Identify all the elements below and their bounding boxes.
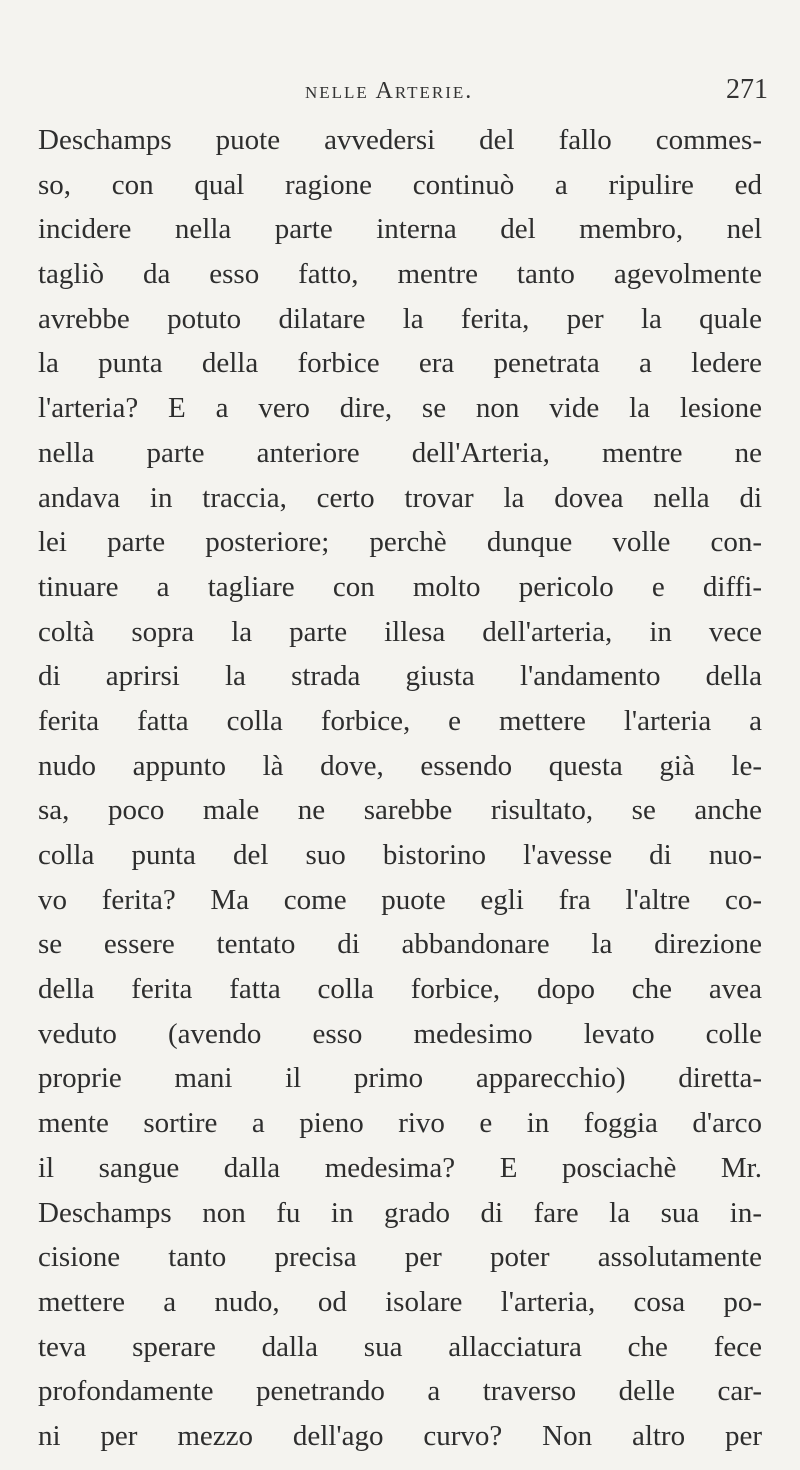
text-line: profondamente penetrando a traverso delle car-: [38, 1375, 762, 1408]
text-line: di aprirsi la strada giusta l'andamento della: [38, 660, 762, 693]
text-line: ni per mezzo dell'ago curvo? Non altro per: [38, 1419, 762, 1452]
text-line: coltà sopra la parte illesa dell'arteria, in vece: [38, 615, 762, 648]
text-line: tinuare a tagliare con molto pericolo e diffi-: [38, 570, 762, 603]
text-line: Deschamps puote avvedersi del fallo commes-: [38, 124, 762, 156]
running-head: [0, 74, 800, 114]
text-line: andava in traccia, certo trovar la dovea nella di: [38, 481, 762, 514]
text-line: veduto (avendo esso medesimo levato colle: [38, 1017, 762, 1050]
text-line: avrebbe potuto dilatare la ferita, per la quale: [38, 302, 762, 335]
text-line: la punta della forbice era penetrata a ledere: [38, 347, 762, 380]
text-line: della ferita fatta colla forbice, dopo che avea: [38, 973, 762, 1006]
text-line: cisione tanto precisa per poter assolutamente: [38, 1241, 762, 1274]
text-line: lei parte posteriore; perchè dunque volle con-: [38, 526, 762, 559]
text-line: se essere tentato di abbandonare la direzione: [38, 928, 762, 961]
text-line: teva sperare dalla sua allacciatura che fece: [38, 1330, 762, 1363]
text-line: il sangue dalla medesima? E posciachè Mr.: [38, 1151, 762, 1184]
text-line: nella parte anteriore dell'Arteria, mentre ne: [38, 436, 762, 469]
text-line: l'arteria? E a vero dire, se non vide la lesione: [38, 392, 762, 425]
page-number: 271: [726, 74, 768, 105]
text-line: colla punta del suo bistorino l'avesse di nuo-: [38, 839, 762, 871]
running-title: nelle Arterie.: [305, 78, 474, 104]
text-line: so, con qual ragione continuò a ripulire ed: [38, 168, 762, 201]
text-line: Deschamps non fu in grado di fare la sua in-: [38, 1196, 762, 1229]
text-line: vo ferita? Ma come puote egli fra l'altre co-: [38, 883, 762, 916]
text-line: proprie mani il primo apparecchio) diretta-: [38, 1062, 762, 1095]
text-line: ferita fatta colla forbice, e mettere l'arteria a: [38, 704, 762, 737]
text-line: tagliò da esso fatto, mentre tanto agevolmente: [38, 258, 762, 291]
body-text: [38, 118, 762, 1459]
text-line: sa, poco male ne sarebbe risultato, se anche: [38, 794, 762, 827]
text-line: mettere a nudo, od isolare l'arteria, cosa po-: [38, 1285, 762, 1318]
text-line: mente sortire a pieno rivo e in foggia d'arco: [38, 1107, 762, 1140]
text-line: nudo appunto là dove, essendo questa già le-: [38, 749, 762, 782]
text-line: incidere nella parte interna del membro, nel: [38, 213, 762, 246]
